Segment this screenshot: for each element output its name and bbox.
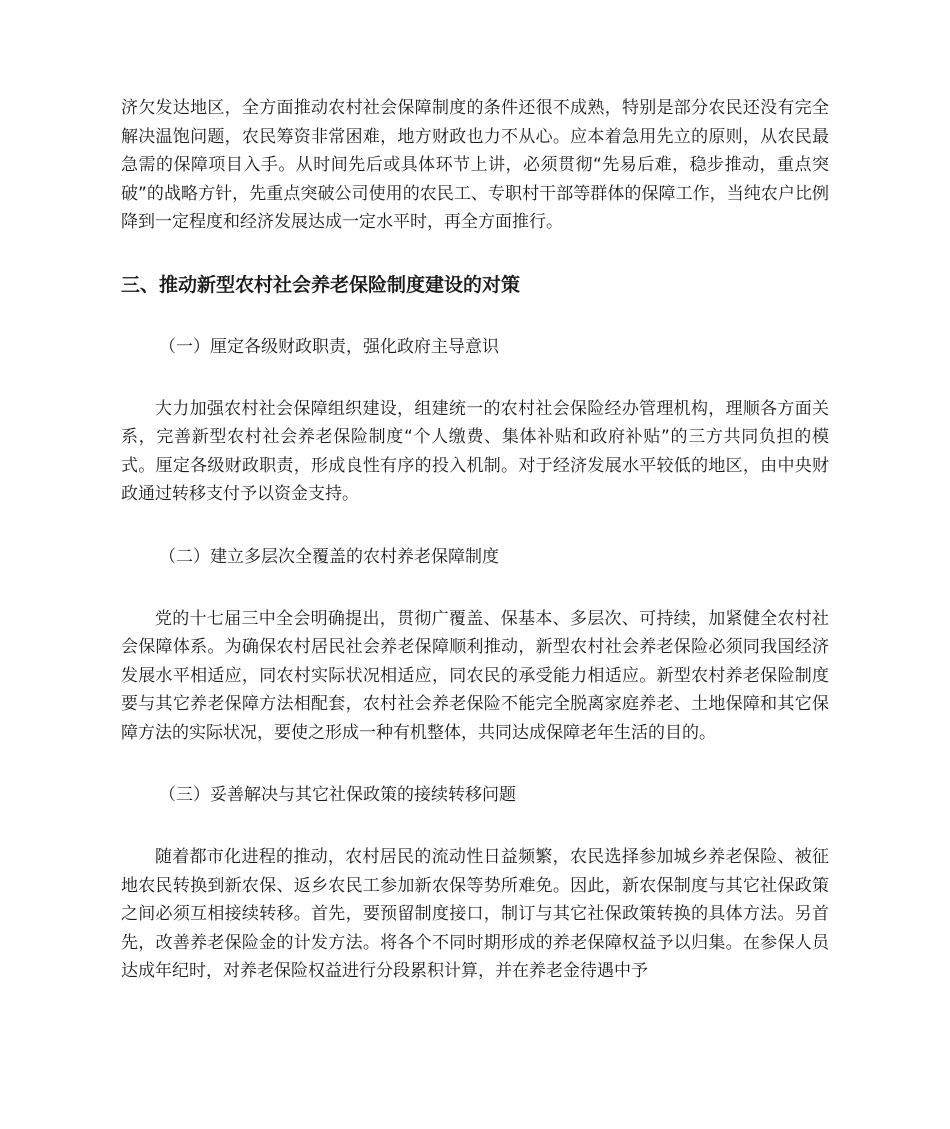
subheading-1: （一）厘定各级财政职责，强化政府主导意识 <box>159 336 499 357</box>
paragraph-1: 大力加强农村社会保障组织建设，组建统一的农村社会保险经办管理机构，理顺各方面关系，完善新型农村社会养老保险制度“个人缴费、集体补贴和政府补贴”的三方共同负担的模式。厘定各级财政职责，形成良性有序的投入机制。对于经济发展水平较低的地区，由中央财政通过转移支付予以资金支持。 <box>121 398 829 504</box>
subheading-2: （二）建立多层次全覆盖的农村养老保障制度 <box>159 546 499 567</box>
section-heading: 三、推动新型农村社会养老保险制度建设的对策 <box>121 273 521 296</box>
subheading-3: （三）妥善解决与其它社保政策的接续转移问题 <box>159 785 516 805</box>
paragraph-3: 随着都市化进程的推动，农村居民的流动性日益频繁，农民选择参加城乡养老保险、被征地农民转换到新农保、返乡农民工参加新农保等势所难免。因此，新农保制度与其它社保政策之间必须互相接续转移。首先，要预留制度接口，制订与其它社保政策转换的具体方法。另首先，改善养老保险金的计发方法。将各个不同时期形成的养老保障权益予以归集。在参保人员达成年纪时，对养老保险权益进行分段累积计算，并在养老金待遇中予 <box>121 847 829 981</box>
paragraph-2: 党的十七届三中全会明确提出，贯彻广覆盖、保基本、多层次、可持续，加紧健全农村社会保障体系。为确保农村居民社会养老保障顺利推动，新型农村社会养老保险必须同我国经济发展水平相适应，同农村实际状况相适应，同农民的承受能力相适应。新型农村养老保险制度要与其它养老保障方法相配套，农村社会养老保险不能完全脱离家庭养老、土地保障和其它保障方法的实际状况，要使之形成一种有机整体，共同达成保障老年生活的目的。 <box>121 608 829 743</box>
paragraph-continued: 济欠发达地区，全方面推动农村社会保障制度的条件还很不成熟，特别是部分农民还没有完全解决温饱问题，农民筹资非常困难，地方财政也力不从心。应本着急用先立的原则，从农民最急需的保障项目入手。从时间先后或具体环节上讲，必须贯彻“先易后难，稳步推动，重点突破”的战略方针，先重点突破公司使用的农民工、专职村干部等群体的保障工作，当纯农户比例降到一定程度和经济发展达成一定水平时，再全方面推行。 <box>121 98 829 232</box>
